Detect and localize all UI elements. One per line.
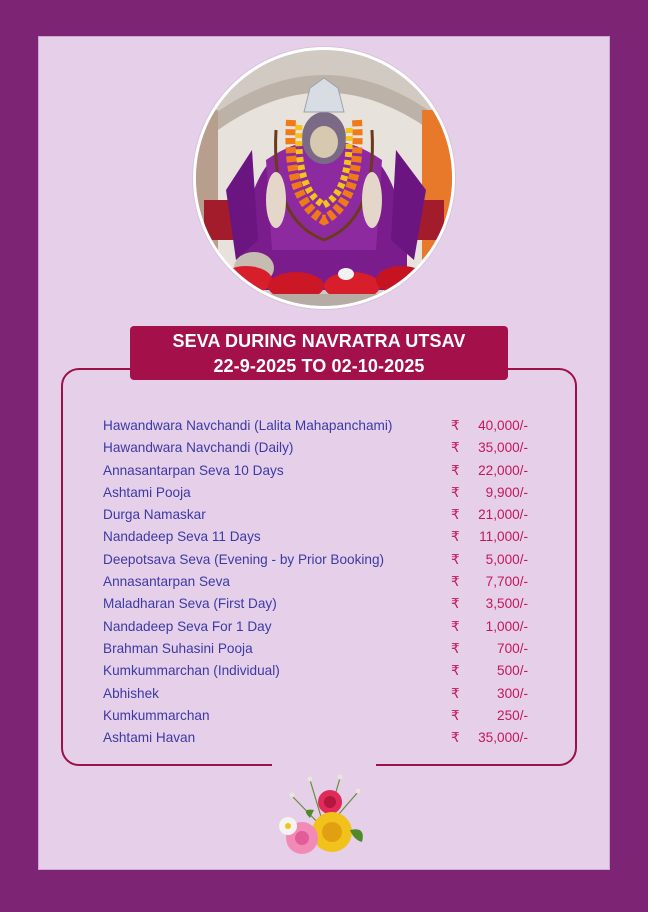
rupee-symbol: ₹ (451, 663, 460, 679)
rupee-symbol: ₹ (451, 596, 460, 612)
rupee-symbol: ₹ (451, 730, 460, 746)
divider (272, 764, 376, 766)
seva-amount: 500/- (497, 663, 528, 679)
seva-amount: 7,700/- (485, 574, 528, 590)
title-banner (130, 326, 508, 380)
seva-name: Abhishek (103, 685, 159, 701)
seva-amount: 5,000/- (485, 551, 528, 567)
seva-row (103, 686, 543, 708)
seva-name: Hawandwara Navchandi (Daily) (103, 440, 294, 456)
seva-name: Durga Namaskar (103, 507, 206, 523)
seva-row (103, 619, 543, 641)
seva-row (103, 574, 543, 596)
seva-name: Nandadeep Seva For 1 Day (103, 618, 272, 634)
seva-name: Ashtami Havan (103, 730, 196, 746)
rupee-symbol: ₹ (451, 440, 460, 456)
seva-name: Brahman Suhasini Pooja (103, 640, 253, 656)
rupee-symbol: ₹ (451, 574, 460, 590)
seva-row (103, 418, 543, 440)
rupee-symbol: ₹ (451, 529, 460, 545)
seva-name: Kumkummarchan (103, 707, 210, 723)
seva-name: Nandadeep Seva 11 Days (103, 529, 261, 545)
seva-amount: 9,900/- (485, 484, 528, 500)
rupee-symbol: ₹ (451, 462, 460, 478)
seva-row (103, 552, 543, 574)
flower-bouquet-icon (270, 770, 380, 860)
seva-name: Ashtami Pooja (103, 484, 191, 500)
rupee-symbol: ₹ (451, 640, 460, 656)
seva-row (103, 440, 543, 462)
seva-name: Annasantarpan Seva (103, 574, 230, 590)
seva-amount: 250/- (497, 707, 528, 723)
seva-row (103, 463, 543, 485)
rupee-symbol: ₹ (451, 618, 460, 634)
rupee-symbol: ₹ (451, 707, 460, 723)
seva-amount: 35,000/- (478, 730, 528, 746)
seva-amount: 35,000/- (478, 440, 528, 456)
seva-row (103, 507, 543, 529)
title: SEVA DURING NAVRATRA UTSAV (172, 331, 466, 351)
seva-row (103, 730, 543, 752)
rupee-symbol: ₹ (451, 418, 460, 433)
seva-row (103, 708, 543, 730)
deity-image (193, 47, 455, 309)
seva-amount: 1,000/- (485, 618, 528, 634)
seva-amount: 300/- (497, 685, 528, 701)
seva-row (103, 596, 543, 618)
rupee-symbol: ₹ (451, 551, 460, 567)
seva-amount: 700/- (497, 640, 528, 656)
seva-amount: 21,000/- (478, 507, 528, 523)
seva-name: Hawandwara Navchandi (Lalita Mahapanchami) (103, 418, 393, 433)
rupee-symbol: ₹ (451, 507, 460, 523)
seva-amount: 40,000/- (478, 418, 528, 433)
seva-row (103, 663, 543, 685)
seva-row (103, 485, 543, 507)
rupee-symbol: ₹ (451, 685, 460, 701)
seva-name: Maladharan Seva (First Day) (103, 596, 277, 612)
seva-name: Annasantarpan Seva 10 Days (103, 462, 284, 478)
seva-list (103, 418, 543, 752)
seva-amount: 3,500/- (485, 596, 528, 612)
seva-name: Kumkummarchan (Individual) (103, 663, 280, 679)
seva-amount: 11,000/- (479, 529, 528, 545)
rupee-symbol: ₹ (451, 484, 460, 500)
seva-row (103, 641, 543, 663)
seva-name: Deepotsava Seva (Evening - by Prior Booking) (103, 551, 385, 567)
date-range: 22-9-2025 TO 02-10-2025 (213, 356, 425, 376)
seva-amount: 22,000/- (478, 462, 528, 478)
seva-row (103, 529, 543, 551)
